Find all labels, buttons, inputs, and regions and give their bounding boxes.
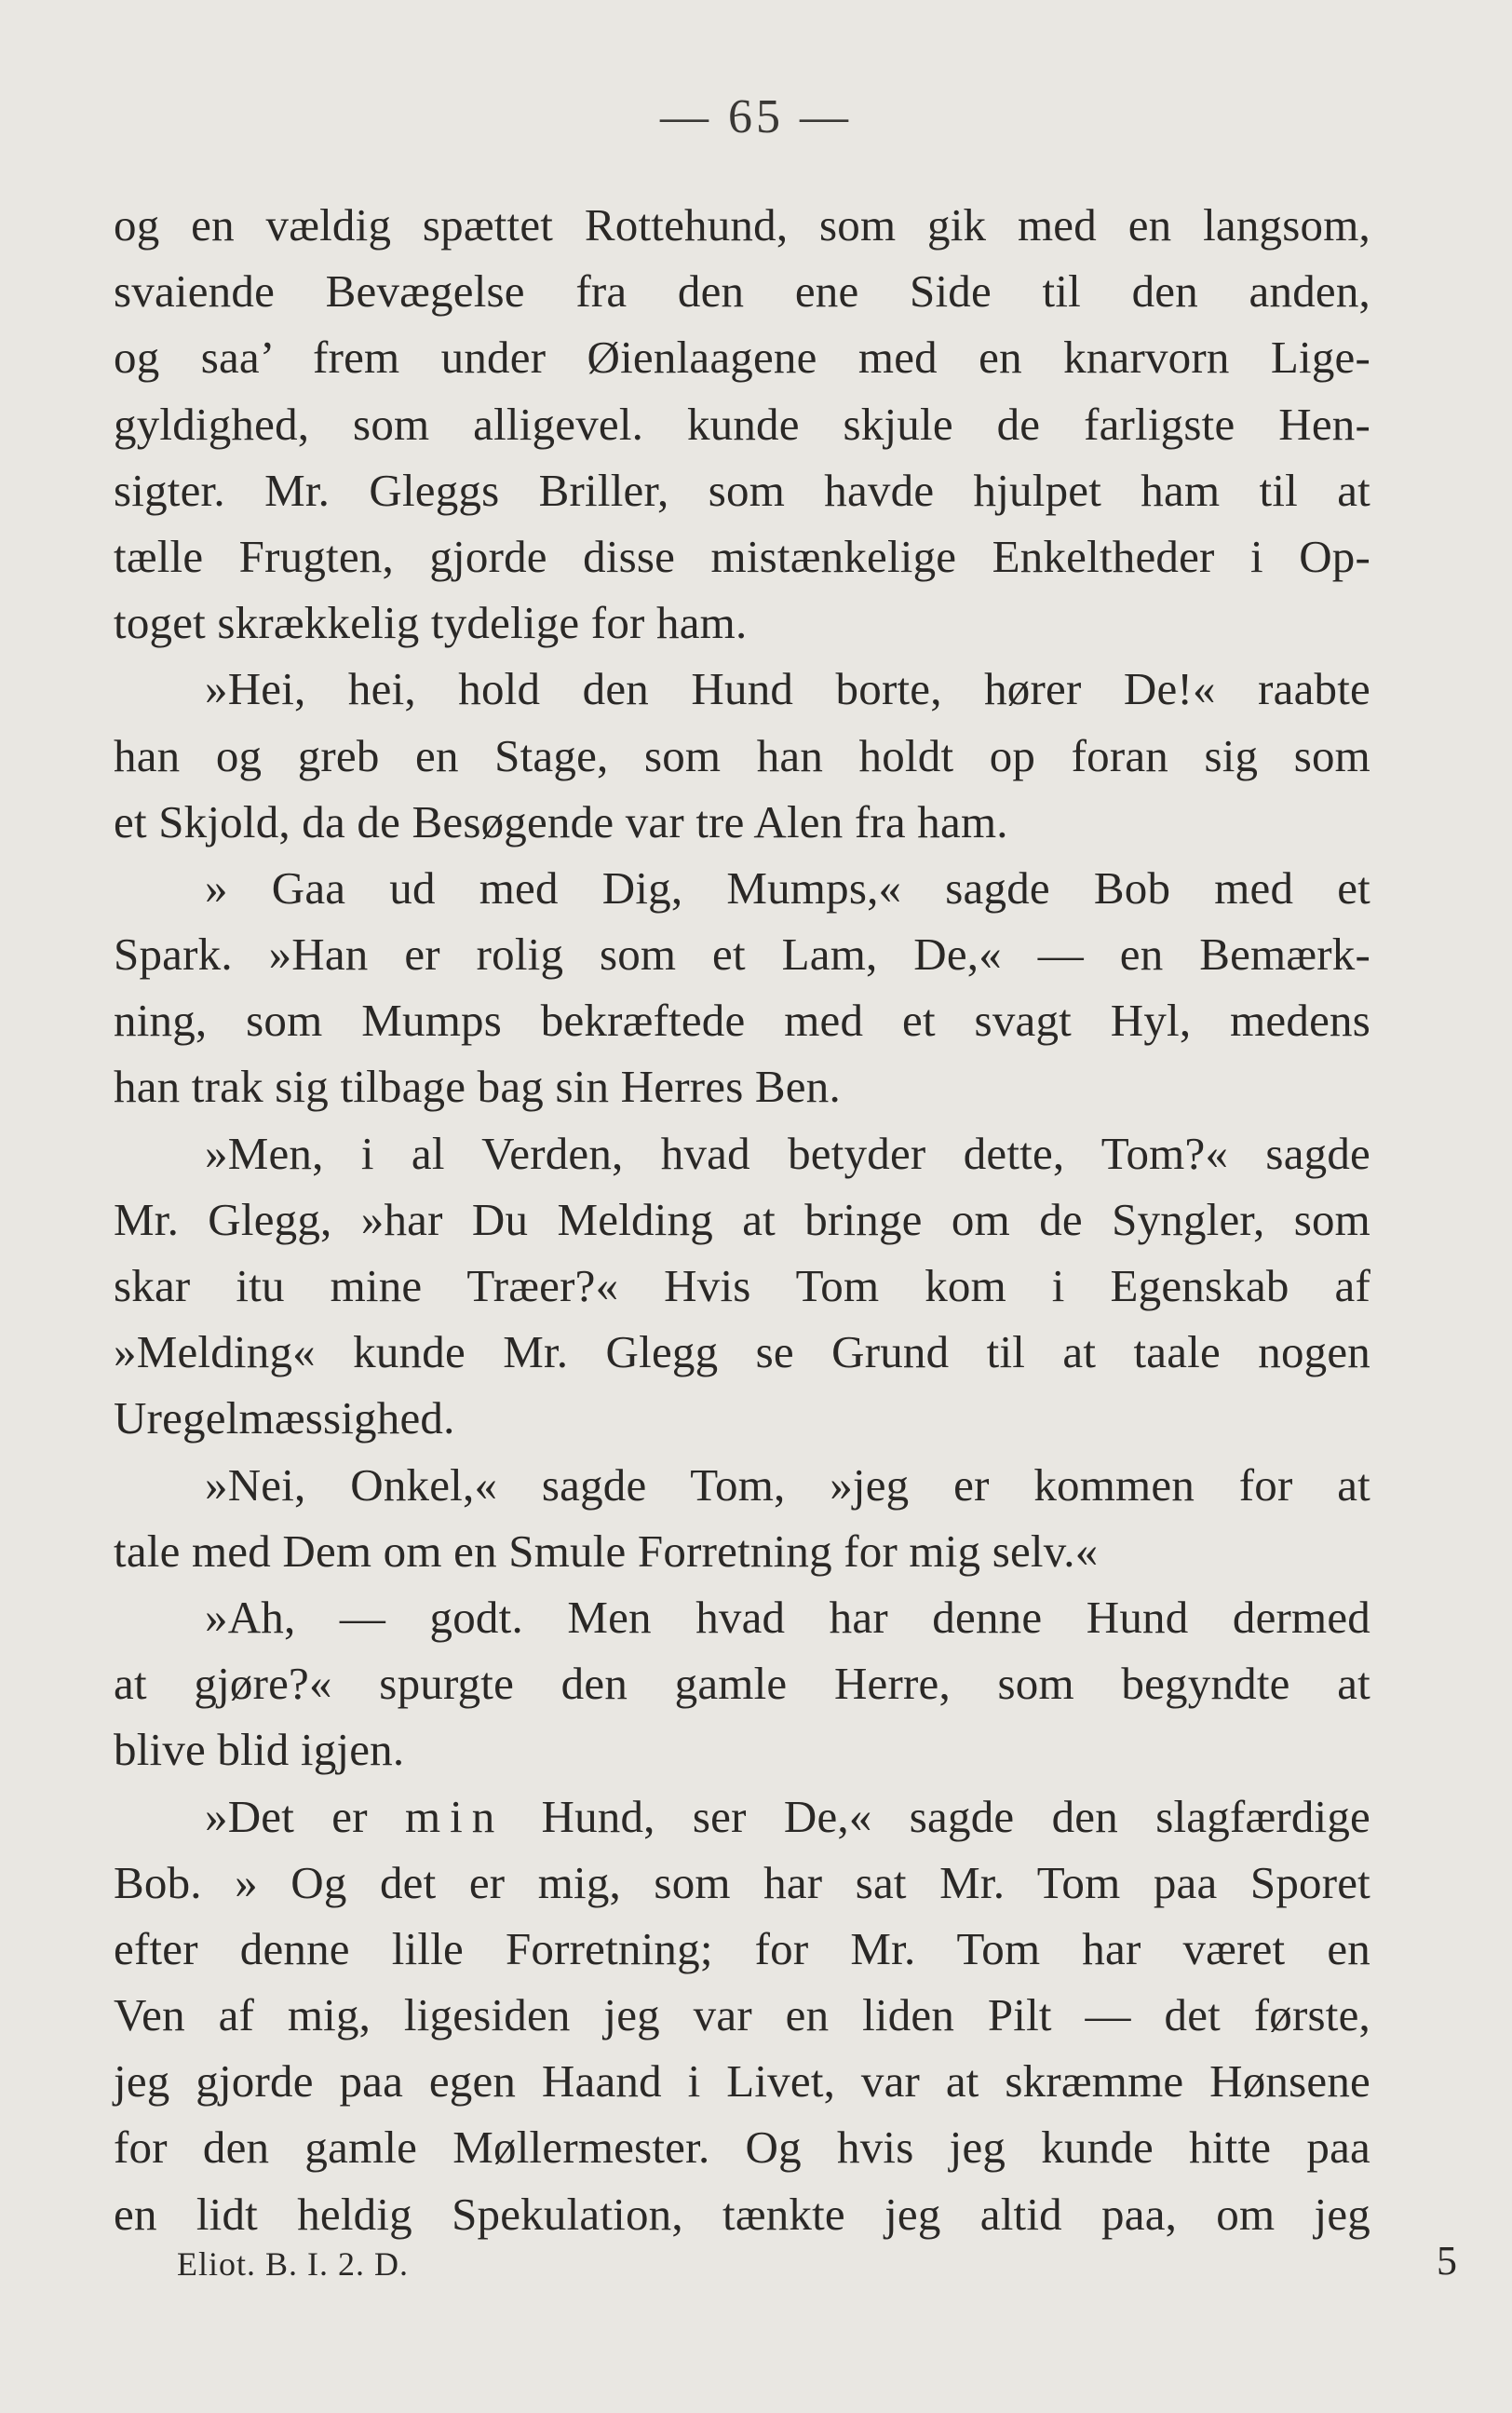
text-line: efter denne lille Forretning; for Mr. Tom har været en (114, 1922, 1370, 1974)
text-line: for den gamle Møllermester. Og hvis jeg kunde hitte paa (114, 2122, 1370, 2174)
text-line: »Ah, — godt. Men hvad har denne Hund dermed (205, 1591, 1370, 1643)
page-number-header: — 65 — (660, 90, 852, 143)
text-line: Mr. Glegg, »har Du Melding at bringe om de Syngler, som (114, 1193, 1370, 1245)
text-line: toget skrækkelig tydelige for ham. (114, 597, 748, 649)
page-footer (177, 2238, 1457, 2300)
text-line: Bob. » Og det er mig, som har sat Mr. Tom paa Sporet (114, 1856, 1370, 1908)
text-line: »Melding« kunde Mr. Glegg se Grund til at taale nogen (114, 1326, 1370, 1378)
printer-signature: Eliot. B. I. 2. D. (177, 2245, 409, 2283)
sheet-number: 5 (1437, 2238, 1457, 2284)
text-line: jeg gjorde paa egen Haand i Livet, var at skræmme Hønsene (114, 2055, 1370, 2108)
text-line: og saa’ frem under Øienlaagene med en knarvorn Lige- (114, 332, 1370, 384)
text-line: tælle Frugten, gjorde disse mistænkelige Enkeltheder i Op- (114, 530, 1370, 582)
text-line: »Det er min Hund, ser De,« sagde den slagfærdige (205, 1790, 1371, 1842)
text-line: gyldighed, som alligevel. kunde skjule de farligste Hen- (114, 398, 1370, 450)
text-line: han trak sig tilbage bag sin Herres Ben. (114, 1061, 841, 1113)
text-line: og en vældig spættet Rottehund, som gik med en langsom, (114, 199, 1370, 251)
text-line: » Gaa ud med Dig, Mumps,« sagde Bob med et (205, 861, 1370, 914)
text-line: sigter. Mr. Gleggs Briller, som havde hjulpet ham til at (114, 464, 1370, 516)
text-line: »Nei, Onkel,« sagde Tom, »jeg er kommen for at (205, 1458, 1370, 1511)
text-line: Spark. »Han er rolig som et Lam, De,« — en Bemærk- (114, 929, 1370, 981)
text-line: Ven af mig, ligesiden jeg var en liden Pilt — det første, (114, 1989, 1370, 2041)
emphasized-word: min (405, 1790, 505, 1842)
text-line: han og greb en Stage, som han holdt op foran sig som (114, 729, 1370, 781)
text-line: skar itu mine Træer?« Hvis Tom kom i Egenskab af (114, 1260, 1370, 1311)
text-line: et Skjold, da de Besøgende var tre Alen fra ham. (114, 795, 1008, 847)
text-line: en lidt heldig Spekulation, tænkte jeg altid paa, om jeg (114, 2188, 1370, 2240)
text-line: »Hei, hei, hold den Hund borte, hører De!« raabte (205, 663, 1370, 715)
body-text (114, 192, 1370, 2247)
text-line: tale med Dem om en Smule Forretning for mig selv.« (114, 1525, 1099, 1577)
text-line: at gjøre?« spurgte den gamle Herre, som begyndte at (114, 1658, 1370, 1710)
text-line: ning, som Mumps bekræftede med et svagt Hyl, medens (114, 995, 1370, 1047)
text-line: Uregelmæssighed. (114, 1392, 455, 1444)
text-line: svaiende Bevægelse fra den ene Side til den anden, (114, 265, 1370, 318)
text-line: blive blid igjen. (114, 1724, 405, 1776)
text-line: »Men, i al Verden, hvad betyder dette, Tom?« sagde (205, 1127, 1370, 1179)
